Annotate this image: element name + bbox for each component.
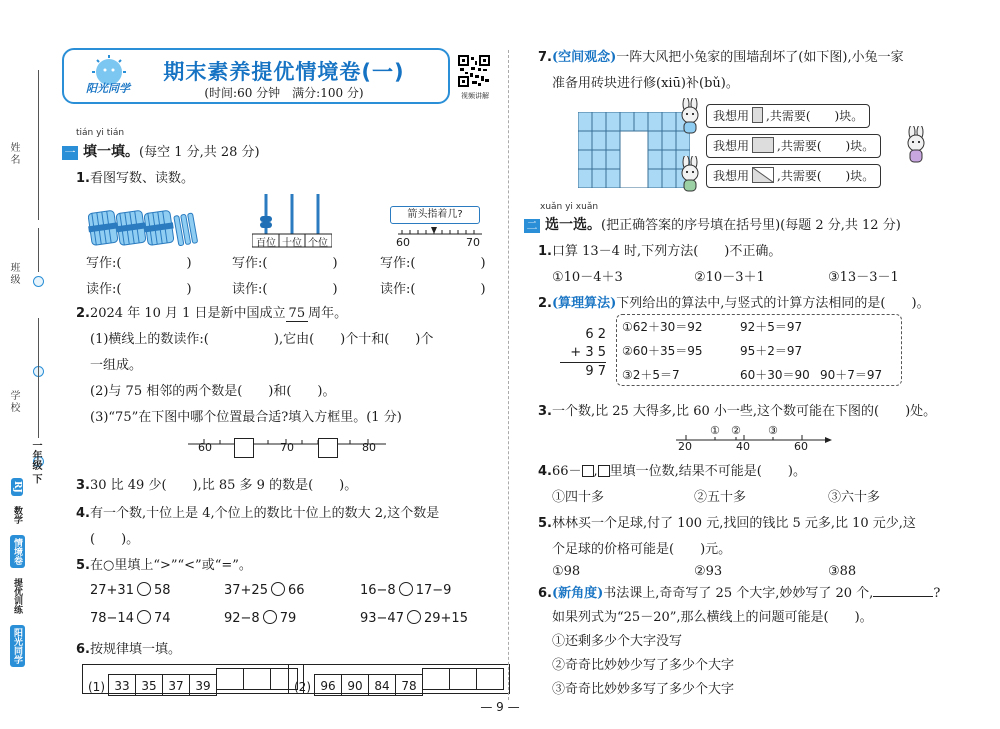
page-number: — 9 — [480, 700, 520, 714]
brand-tag: 提优训练 [10, 575, 25, 617]
r1-option-3[interactable]: ③13－3－1 [828, 270, 899, 285]
r4-text-b: , [593, 464, 598, 479]
school-line [38, 318, 39, 438]
q3-number: 3. [76, 478, 90, 493]
q6-text: 按规律填一填。 [89, 642, 181, 657]
name-line [38, 70, 39, 220]
r2-option-2[interactable] [622, 342, 820, 359]
r3-number: 3. [538, 404, 552, 419]
r2-step: ③2＋5＝7 [622, 368, 680, 382]
answer-box-1[interactable] [234, 438, 254, 458]
q1-tick-70: 70 [466, 236, 480, 249]
bubble-2 [706, 134, 881, 158]
q5-row-2 [90, 610, 468, 626]
q1-write-1[interactable]: 写作:( ) [86, 256, 192, 271]
r4-option-2[interactable]: ②五十多 [694, 490, 747, 505]
abacus-label-tens: 十位 [282, 238, 302, 249]
r3-mark-2: ② [731, 424, 741, 437]
q1-prompt [76, 167, 194, 186]
school-label: 学校 [8, 390, 19, 414]
r4-prompt[interactable] [538, 460, 806, 479]
compare-circle[interactable] [263, 610, 277, 624]
column-divider [508, 50, 509, 700]
bubble-answer[interactable]: ,共需要( )块。 [777, 169, 875, 183]
r2-tag: (算理算法) [551, 296, 617, 311]
strip-logo: 阳光同学 [10, 625, 25, 667]
name-label: 姓名 [8, 142, 19, 166]
r5-number: 5. [538, 516, 552, 531]
q7-text-b: 准备用砖块进行修(xiū)补(bǔ)。 [552, 76, 739, 91]
r5-option-1[interactable]: ①98 [552, 564, 581, 579]
abacus-label-ones: 个位 [308, 238, 328, 249]
time-score-info: (时间:60 分钟 满分:100 分) [204, 86, 364, 100]
r4-option-1[interactable]: ①四十多 [552, 490, 605, 505]
compare-circle[interactable] [399, 582, 413, 596]
r5-text-a: 林林买一个足球,付了 100 元,找回的钱比 5 元多,比 10 元少,这 [551, 516, 916, 531]
rabbit-icon [900, 126, 934, 164]
r6-option-3[interactable]: ③奇奇比妙妙多写了多少个大字 [552, 682, 735, 697]
r1-option-2[interactable]: ②10－3＋1 [694, 270, 765, 285]
r6-option-1[interactable]: ①还剩多少个大字没写 [552, 634, 683, 649]
q7-tag: (空间观念) [551, 50, 617, 65]
q1-text: 看图写数、读数。 [89, 171, 194, 186]
series-tag: 情境卷 [10, 535, 25, 568]
q3-text: 30 比 49 少( ),比 85 多 9 的数是( )。 [89, 478, 358, 493]
qr-code-icon[interactable] [458, 55, 490, 87]
square-brick-icon [752, 137, 774, 153]
bubble-answer[interactable]: ,共需要( )块。 [766, 109, 864, 123]
q5-value: 58 [153, 583, 171, 598]
r2-step: 60＋30＝90 [740, 368, 810, 382]
page-title: 期末素养提优情境卷(一) [163, 60, 405, 84]
compare-circle[interactable] [271, 582, 285, 596]
bubble-3 [706, 164, 881, 188]
q5-expr: 78−14 [90, 611, 134, 626]
r6-text-a: 书法课上,奇奇写了 25 个大字,妙妙写了 20 个, [603, 586, 874, 601]
compare-circle[interactable] [407, 610, 421, 624]
q2-part1-b: 一组成。 [90, 358, 143, 373]
seq1-cell: 33 [108, 674, 136, 696]
q1-read-3[interactable]: 读作:( ) [380, 282, 486, 297]
q1-write-2[interactable]: 写作:( ) [232, 256, 338, 271]
q5-expr: 92−8 [224, 611, 260, 626]
seq2-cell: 78 [395, 674, 423, 696]
q5-value: 79 [279, 611, 297, 626]
r5-text-b[interactable]: 个足球的价格可能是( )元。 [552, 542, 732, 557]
r6-number: 6. [538, 586, 552, 601]
sequence-2 [288, 664, 510, 694]
q7-text-a: 一阵大风把小兔家的围墙刮坏了(如下图),小兔一家 [616, 50, 904, 65]
section1-note: (每空 1 分,共 28 分) [139, 145, 260, 160]
r2-text: 下列给出的算法中,与竖式的计算方法相同的是( )。 [616, 296, 930, 311]
q4-prompt [76, 502, 439, 521]
r2-option-1[interactable] [622, 318, 820, 335]
q7-number: 7. [538, 50, 552, 65]
r4-option-3[interactable]: ③六十多 [828, 490, 881, 505]
grade-label: 一年级 下 [30, 440, 41, 484]
vertical-row-2: + 3 5 [560, 344, 606, 363]
r2-number: 2. [538, 296, 552, 311]
seq1-label: (1) [88, 679, 105, 694]
rabbit-icon [674, 156, 708, 192]
section2-note: (把正确答案的序号填在括号里)(每题 2 分,共 12 分) [601, 218, 901, 233]
section1-heading [62, 141, 260, 161]
bubble-text: 我想用 [713, 109, 750, 123]
r1-prompt[interactable] [538, 240, 781, 259]
bubble-text: 我想用 [713, 169, 750, 183]
q2-tick-80: 80 [362, 441, 376, 454]
section1-number: 一 [62, 146, 78, 160]
r3-tick-60: 60 [794, 440, 808, 453]
bubble-answer[interactable]: ,共需要( )块。 [777, 139, 875, 153]
seq1-blank-cell[interactable] [216, 668, 244, 690]
q2-part2[interactable]: (2)与 75 相邻的两个数是( )和( )。 [90, 384, 336, 399]
logo-text: 阳光同学 [86, 82, 130, 95]
vertical-row-1: 6 2 [585, 327, 606, 342]
r3-number-line [676, 430, 832, 446]
r3-mark-1: ① [710, 424, 720, 437]
r2-option-3[interactable] [622, 366, 882, 383]
r5-option-2[interactable]: ②93 [694, 564, 723, 579]
subject-tag: 数学 [10, 503, 25, 527]
q5-text: 在○里填上“>”“<”或“=”。 [89, 558, 252, 573]
q5-value: 66 [287, 583, 305, 598]
section2-title: 选一选。 [545, 217, 601, 233]
sequence-1 [82, 664, 304, 694]
r3-tick-20: 20 [678, 440, 692, 453]
rabbit-icon [674, 98, 708, 134]
seq2-blank-cell[interactable] [422, 668, 450, 690]
abacus-label-hundreds: 百位 [256, 238, 276, 249]
seq1-cell: 35 [135, 674, 163, 696]
r4-text-c: 里填一位数,结果不可能是( )。 [609, 464, 806, 479]
q2-text-a: 2024 年 10 月 1 日是新中国成立 [89, 306, 286, 321]
q4-number: 4. [76, 506, 90, 521]
q5-value: 74 [153, 611, 171, 626]
r4-number: 4. [538, 464, 552, 479]
seq2-blank-cell[interactable] [476, 668, 504, 690]
q2-prompt [76, 302, 347, 322]
q6-number: 6. [76, 642, 90, 657]
r4-options [552, 486, 880, 505]
r6-text-b[interactable]: 如果列式为“25－20”,那么横线上的问题可能是( )。 [552, 610, 873, 625]
r1-text: 口算 13－4 时,下列方法( )不正确。 [551, 244, 782, 259]
q7-prompt [538, 46, 904, 65]
r2-step: ①62＋30＝92 [622, 320, 703, 334]
q5-row-1 [90, 582, 451, 598]
answer-box-2[interactable] [318, 438, 338, 458]
r3-prompt[interactable] [538, 400, 936, 419]
q2-tick-70: 70 [280, 441, 294, 454]
q2-number: 2. [76, 306, 90, 321]
q2-underlined-number: 75 [286, 306, 309, 322]
r6-prompt [538, 582, 940, 601]
r6-text-a2: ? [933, 586, 941, 601]
triangle-brick-icon [752, 167, 774, 183]
section2-pinyin: xuǎn yi xuǎn [540, 202, 599, 212]
section1-title: 填一填。 [83, 144, 139, 160]
q5-prompt [76, 554, 252, 573]
binding-strip [0, 0, 52, 729]
bubble-text: 我想用 [713, 139, 750, 153]
seq2-label: (2) [294, 679, 311, 694]
r2-step: 92＋5＝97 [740, 320, 803, 334]
r1-number: 1. [538, 244, 552, 259]
seq1-cell: 39 [189, 674, 217, 696]
q1-tick-60: 60 [396, 236, 410, 249]
section2-heading [524, 214, 901, 234]
q1-read-2[interactable]: 读作:( ) [232, 282, 338, 297]
stick-bundles-image [88, 208, 200, 248]
r4-text-a: 66－ [551, 464, 582, 479]
r2-step: 95＋2＝97 [740, 344, 803, 358]
r6-tag: (新角度) [551, 586, 604, 601]
seq1-cell: 37 [162, 674, 190, 696]
r1-options [552, 266, 899, 285]
compare-circle[interactable] [137, 582, 151, 596]
class-line [38, 228, 39, 272]
seq1-blank-cell[interactable] [243, 668, 271, 690]
strip-tags [10, 476, 25, 669]
q5-expr: 16−8 [360, 583, 396, 598]
q4-blank[interactable]: ( )。 [90, 532, 140, 547]
seq2-blank-cell[interactable] [449, 668, 477, 690]
seq2-cell: 90 [341, 674, 369, 696]
q2-part1-a[interactable]: (1)横线上的数读作:( ),它由( )个十和( )个 [90, 332, 434, 347]
r5-options [552, 564, 856, 579]
r5-prompt [538, 512, 916, 531]
seq2-cell: 96 [314, 674, 342, 696]
q5-value: 29+15 [423, 611, 468, 626]
r3-mark-3: ③ [768, 424, 778, 437]
r2-prompt[interactable] [538, 292, 930, 311]
blank-square-icon [582, 465, 594, 477]
section2-number: 二 [524, 219, 540, 233]
r1-option-1[interactable]: ①10－4＋3 [552, 270, 623, 285]
q1-read-1[interactable]: 读作:( ) [86, 282, 192, 297]
q5-expr: 37+25 [224, 583, 268, 598]
r5-option-3[interactable]: ③88 [828, 564, 857, 579]
r2-step: 90＋7＝97 [820, 368, 883, 382]
arrow-bubble: 箭头指着几? [390, 206, 480, 224]
seq2-cell: 84 [368, 674, 396, 696]
q5-number: 5. [76, 558, 90, 573]
r3-text: 一个数,比 25 大得多,比 60 小一些,这个数可能在下图的( )处。 [551, 404, 937, 419]
blank-square-icon [598, 465, 610, 477]
q3-prompt[interactable] [76, 474, 357, 493]
q1-write-3[interactable]: 写作:( ) [380, 256, 486, 271]
vertical-row-3: 9 7 [585, 364, 606, 379]
q1-number: 1. [76, 171, 90, 186]
header-banner [62, 48, 450, 104]
r3-tick-40: 40 [736, 440, 750, 453]
q2-text-c: 周年。 [308, 306, 348, 321]
tall-brick-icon [752, 107, 763, 123]
r6-option-2[interactable]: ②奇奇比妙妙少写了多少个大字 [552, 658, 735, 673]
pub-tag: RJ [11, 478, 23, 496]
section1-pinyin: tián yi tián [76, 128, 125, 138]
q2-tick-60: 60 [198, 441, 212, 454]
binding-hole [33, 276, 44, 287]
bubble-1 [706, 104, 870, 128]
r2-step: ②60＋35＝95 [622, 344, 703, 358]
vertical-calculation [560, 326, 606, 381]
class-label: 班级 [8, 262, 19, 286]
q5-expr: 93−47 [360, 611, 404, 626]
q4-text-a: 有一个数,十位上是 4,个位上的数比十位上的数大 2,这个数是 [89, 506, 440, 521]
compare-circle[interactable] [137, 610, 151, 624]
qr-caption: 视频讲解 [461, 92, 489, 100]
q6-prompt [76, 638, 181, 657]
q5-expr: 27+31 [90, 583, 134, 598]
q2-part3: (3)“75”在下图中哪个位置最合适?填入方框里。(1 分) [90, 410, 402, 425]
question-blank[interactable] [873, 596, 933, 597]
q5-value: 17−9 [415, 583, 452, 598]
